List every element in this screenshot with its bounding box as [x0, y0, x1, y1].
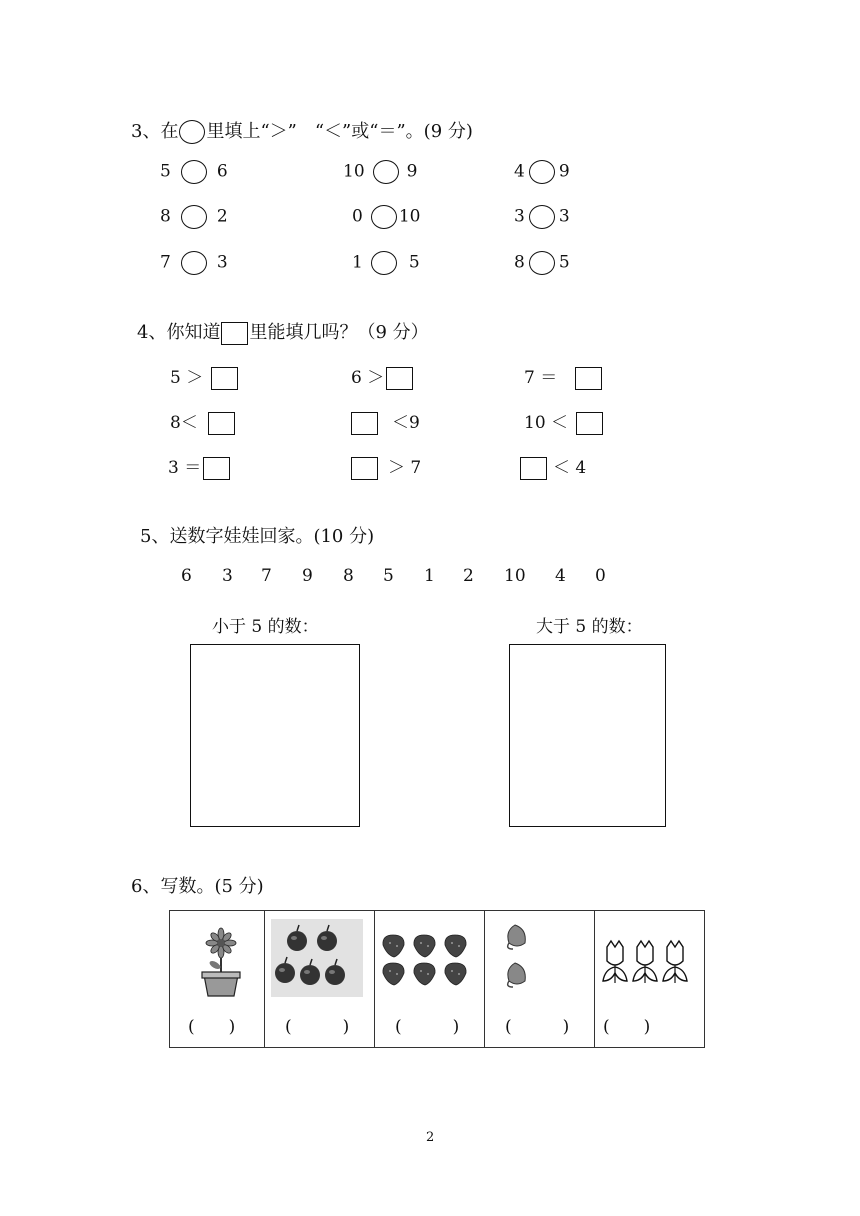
page-number: 2 [426, 1130, 435, 1145]
answer-oval[interactable] [371, 251, 397, 275]
write-cell [485, 911, 595, 1048]
answer-box[interactable] [203, 457, 230, 480]
answer-box[interactable] [208, 412, 235, 435]
strawberries-icon [375, 931, 484, 991]
answer-oval[interactable] [373, 160, 399, 184]
answer-oval[interactable] [181, 205, 207, 229]
answer-oval[interactable] [181, 251, 207, 275]
answer-oval[interactable] [529, 251, 555, 275]
number-doll[interactable]: 7 [261, 566, 272, 586]
greater-than-five-label: 大于 5 的数： [536, 617, 643, 637]
answer-paren[interactable]: ( ) [395, 1017, 460, 1037]
write-cell [265, 911, 375, 1048]
q3-title: 3、在 里填上“＞” “＜”或“＝”。(9 分) [131, 121, 473, 142]
q3-item: 0 10 [352, 205, 420, 229]
q3-item: 8 5 [514, 251, 570, 275]
number-doll[interactable]: 9 [302, 566, 313, 586]
answer-box[interactable] [520, 457, 547, 480]
write-number-table [169, 910, 705, 1048]
answer-oval[interactable] [529, 160, 555, 184]
number-doll[interactable]: 1 [424, 566, 435, 586]
answer-box[interactable] [351, 457, 378, 480]
q4-item: 7 ＝ [524, 363, 606, 390]
number-doll[interactable]: 5 [383, 566, 394, 586]
q4-item: ＞ 7 [351, 453, 421, 480]
q3-item: 1 5 [352, 251, 420, 275]
number-doll[interactable]: 0 [595, 566, 606, 586]
write-cell [595, 911, 705, 1048]
answer-paren[interactable]: ( ) [285, 1017, 350, 1037]
q3-item: 8 2 [160, 205, 228, 229]
less-than-five-label: 小于 5 的数： [212, 617, 319, 637]
number-doll[interactable]: 8 [343, 566, 354, 586]
write-cell [375, 911, 485, 1048]
write-cell [170, 911, 265, 1048]
q4-item: 5 ＞ [170, 363, 242, 390]
q4-item: ＜ 4 [520, 453, 586, 480]
q4-item: ＜9 [351, 408, 420, 435]
number-doll[interactable]: 3 [222, 566, 233, 586]
greater-than-five-box[interactable] [509, 644, 666, 827]
less-than-five-box[interactable] [190, 644, 360, 827]
q4-item: 10 ＜ [524, 408, 607, 435]
answer-oval[interactable] [371, 205, 397, 229]
answer-paren[interactable]: ( ) [188, 1017, 236, 1037]
answer-oval[interactable] [181, 160, 207, 184]
tulips-icon [595, 937, 704, 997]
answer-oval[interactable] [529, 205, 555, 229]
answer-box[interactable] [576, 412, 603, 435]
answer-box[interactable] [211, 367, 238, 390]
q4-title: 4、你知道 里能填几吗？（9 分） [137, 322, 429, 343]
oval-blank-icon [179, 120, 205, 144]
number-doll[interactable]: 10 [504, 566, 526, 586]
q3-item: 4 9 [514, 160, 570, 184]
number-doll[interactable]: 4 [555, 566, 566, 586]
q5-title: 5、送数字娃娃回家。(10 分) [140, 526, 375, 547]
q3-item: 3 3 [514, 205, 570, 229]
q4-item: 3 ＝ [168, 453, 234, 480]
q4-item: 6 ＞ [351, 363, 417, 390]
number-doll[interactable]: 6 [181, 566, 192, 586]
peaches-icon [485, 919, 594, 999]
q3-item: 5 6 [160, 160, 228, 184]
answer-box[interactable] [351, 412, 378, 435]
square-blank-icon [221, 322, 248, 345]
q6-title: 6、写数。(5 分) [131, 876, 264, 897]
answer-box[interactable] [386, 367, 413, 390]
answer-box[interactable] [575, 367, 602, 390]
answer-paren[interactable]: ( ) [505, 1017, 570, 1037]
number-doll[interactable]: 2 [463, 566, 474, 586]
flower-pot-icon [170, 925, 264, 1015]
answer-paren[interactable]: ( ) [603, 1017, 651, 1037]
q3-item: 10 9 [343, 160, 417, 184]
q4-item: 8＜ [170, 408, 239, 435]
q3-item: 7 3 [160, 251, 228, 275]
apples-icon [265, 919, 374, 999]
